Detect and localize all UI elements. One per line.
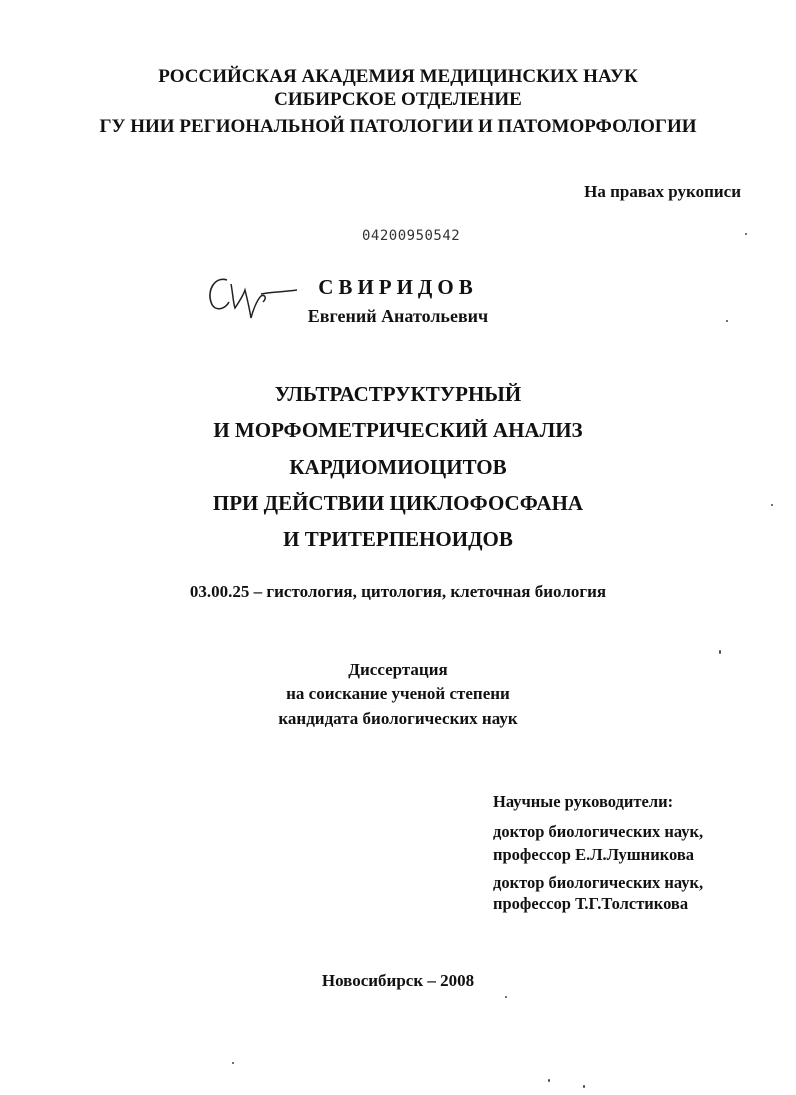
scan-speck: [583, 1085, 585, 1088]
city-year: Новосибирск – 2008: [321, 971, 475, 990]
specialty-code: 03.00.25 – гистология, цитология, клеточная биология: [189, 582, 607, 601]
scan-speck: [232, 1062, 234, 1064]
scan-speck: [505, 996, 507, 998]
scan-speck: [548, 1079, 550, 1082]
catalog-number: 04200950542: [362, 228, 461, 244]
title-line-4: ПРИ ДЕЙСТВИИ ЦИКЛОФОСФАНА: [212, 491, 584, 515]
advisors-heading: Научные руководители:: [493, 792, 674, 811]
dissertation-label: Диссертация: [348, 660, 448, 679]
scan-speck: [745, 233, 747, 235]
author-surname: СВИРИДОВ: [318, 275, 478, 299]
author-given-names: Евгений Анатольевич: [307, 306, 489, 326]
advisor-1-degree: доктор биологических наук,: [493, 822, 704, 841]
title-line-5: И ТРИТЕРПЕНОИДОВ: [283, 527, 513, 551]
institute-name: ГУ НИИ РЕГИОНАЛЬНОЙ ПАТОЛОГИИ И ПАТОМОРФОЛОГИИ: [99, 116, 697, 137]
academy-name: РОССИЙСКАЯ АКАДЕМИЯ МЕДИЦИНСКИХ НАУК: [158, 66, 638, 87]
advisor-2-degree: доктор биологических наук,: [493, 873, 704, 892]
degree-name: кандидата биологических наук: [278, 709, 518, 728]
manuscript-note: На правах рукописи: [584, 182, 741, 201]
title-line-1: УЛЬТРАСТРУКТУРНЫЙ: [274, 382, 522, 406]
advisor-2-name: профессор Т.Г.Толстикова: [493, 894, 689, 913]
scan-speck: [771, 504, 773, 506]
scan-speck: [719, 650, 721, 654]
scan-speck: [726, 320, 728, 322]
branch-name: СИБИРСКОЕ ОТДЕЛЕНИЕ: [274, 89, 522, 110]
advisor-1-name: профессор Е.Л.Лушникова: [493, 845, 694, 864]
title-line-3: КАРДИОМИОЦИТОВ: [289, 455, 507, 479]
signature-text: Свр: [205, 323, 207, 324]
title-line-2: И МОРФОМЕТРИЧЕСКИЙ АНАЛИЗ: [213, 418, 583, 442]
degree-purpose: на соискание ученой степени: [286, 684, 510, 703]
